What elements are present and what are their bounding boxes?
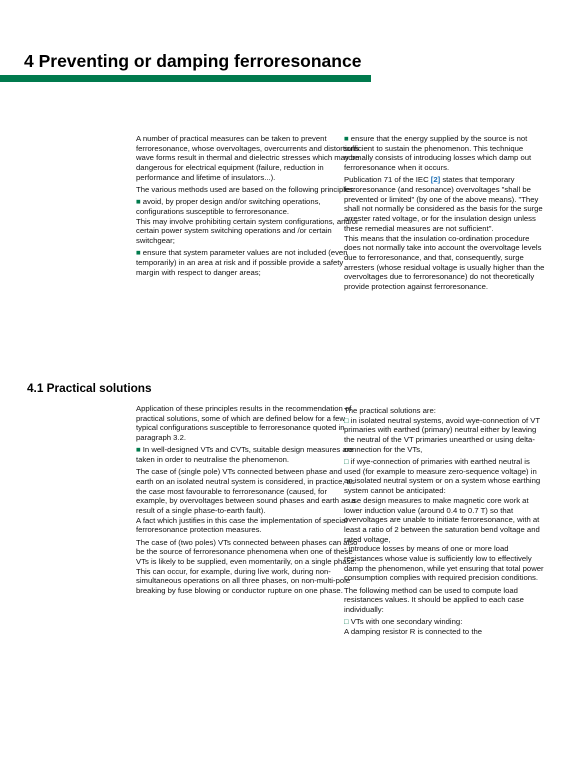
list-item-text: This may involve prohibiting certain system configurations, and/or certain power system switching operations and /or certain switchgear; <box>136 216 359 246</box>
list-item-text: A damping resistor R is connected to the <box>344 626 483 636</box>
list-item <box>344 457 546 583</box>
paragraph-text: The case of (two poles) VTs connected between phases can also be the source of ferroresonance phenomena when one of these VTs is likely to be supplied, even momentarily, on a single phase. <box>136 537 358 567</box>
paragraph: The various methods used are based on the following principles: <box>136 185 356 195</box>
list-item-text: In well-designed VTs and CVTs, suitable design measures are taken in order to neutralise the phenomenon. <box>136 445 354 465</box>
paragraph: A number of practical measures can be taken to prevent ferroresonance, whose overvoltages, overcurrents and distortions wave forms result in thermal and dielectric stresses which may be dangerous for electrical equipment (failure, reduction in performance and lifetime of insulators...). <box>136 134 360 182</box>
list-item <box>136 445 360 467</box>
paragraph <box>344 175 546 291</box>
paragraph-text: The case of (single pole) VTs connected between phase and earth on an isolated neutral system is considered, in practice, as the case most favourable to ferroresonance (caused, for example, by overvoltages between sound phases and earth as a result of a single phase-to-earth fault). <box>136 467 356 516</box>
paragraph-text: states that temporary ferroresonance (and resonance) overvoltages "shall be prevented or limited" (by one of the above means). "They shall not normally be considered as the basis for the surge arrester rated voltage, or for the insulation design unless these remedial measures are not sufficient". <box>344 175 543 233</box>
list-item-text: - use design measures to make magnetic core work at lower induction value (around 0.4 to 0.7 T) so that overvoltages are unable to initiate ferroresonance, with at least a ratio of 2 between the saturation bend voltage and rated voltage, <box>344 495 540 544</box>
paragraph-text: Publication 71 of the IEC <box>344 175 429 185</box>
square-bullet-icon: ■ <box>136 197 141 207</box>
chapter-title: 4 Preventing or damping ferroresonance <box>24 51 362 71</box>
list-item <box>344 134 546 173</box>
paragraph <box>136 538 360 596</box>
paragraph-text: A fact which justifies in this case the implementation of special ferroresonance protection measures. <box>136 515 348 535</box>
square-bullet-icon: ■ <box>136 248 141 258</box>
list-item-text: ensure that system parameter values are not included (even temporarily) in an area at risk and if possible provide a safety margin with respect to danger areas; <box>136 248 348 277</box>
paragraph-text: This can occur, for example, during live work, during non-simultaneous operations on all three phases, on non-multi-pole breaking by fuse blowing or conductor rupture on one phase. <box>136 566 351 596</box>
square-bullet-icon: ■ <box>136 445 141 455</box>
paragraph <box>136 467 360 535</box>
paragraph: The following method can be used to compute load resistances values. It should be applied to each case individually: <box>344 585 524 615</box>
list-item-text: avoid, by proper design and/or switching operations, configurations susceptible to ferroresonance. <box>136 197 321 216</box>
paragraph-text: This means that the insulation co-ordination procedure does not normally take into account the overvoltage levels due to ferroresonance, and that, consequently, surge arresters (whose residual voltage is usually higher than the overvoltages due to ferroresonance) do not theoretically provide protection against ferroresonance. <box>344 233 545 292</box>
list-item-text: - introduce losses by means of one or more load resistances whose value is sufficiently low to effectively damp the phenomenon, while yet ensuring that total power consumption complies with required precision conditions. <box>344 544 544 583</box>
section-heading: 4.1 Practical solutions <box>27 381 152 395</box>
square-bullet-icon: ■ <box>344 134 349 143</box>
list-item-text: if wye-connection of primaries with earthed neutral is used (for example to measure zero-sequence voltage) in an isolated neutral system or on a system whose earthing system cannot be anticipated: <box>344 457 541 496</box>
list-item-text: VTs with one secondary winding: <box>350 617 463 627</box>
paragraph <box>344 406 546 455</box>
solutions-column-right <box>344 406 546 639</box>
hollow-square-bullet-icon: □ <box>344 415 349 425</box>
hollow-square-bullet-icon: □ <box>344 457 349 467</box>
list-item <box>136 248 360 277</box>
list-item <box>136 197 360 246</box>
solutions-column-left <box>136 404 360 598</box>
hollow-square-bullet-icon: □ <box>344 617 349 627</box>
intro-column-left <box>136 134 360 280</box>
list-item-text: in isolated neutral systems, avoid wye-connection of VT primaries with earthed (primary) neutral either by leaving the neutral of the VT primaries unearthed or using delta-connection for the VTs, <box>344 415 540 454</box>
list-item <box>344 617 546 636</box>
intro-column-right <box>344 134 546 294</box>
title-underline-bar <box>0 75 371 82</box>
list-item-text: ensure that the energy supplied by the source is not sufficient to sustain the phenomenon. This technique normally consists of introducing losses which damp out ferroresonance when it occurs. <box>344 134 532 173</box>
paragraph-text: The practical solutions are: <box>344 406 436 415</box>
reference-link[interactable]: [2] <box>430 175 441 185</box>
paragraph: Application of these principles results in the recommendation of practical solutions, some of which are defined below for a few typical configurations susceptible to ferroresonance quoted in paragraph 3.2. <box>136 404 352 443</box>
